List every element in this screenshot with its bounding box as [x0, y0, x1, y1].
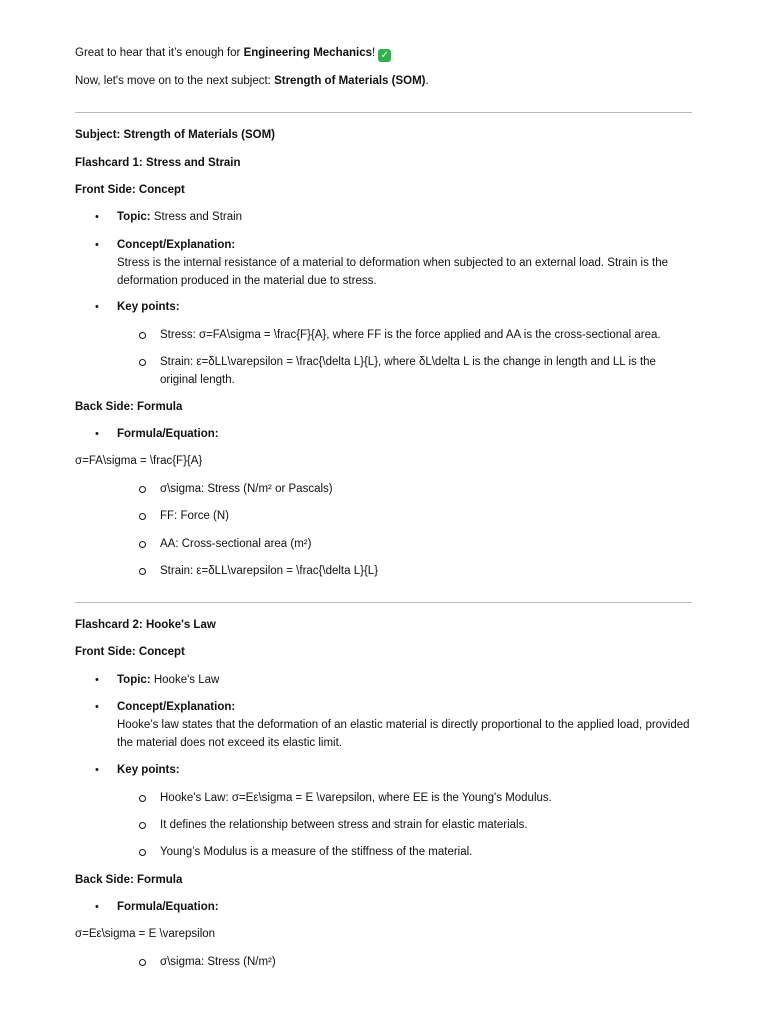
flashcard-1-keypoints-label: Key points:: [117, 301, 180, 313]
flashcard-1-formula-item: σ\sigma: Stress (N/m² or Pascals): [160, 483, 333, 495]
flashcard-1-formula-item: Strain: ε=δLL\varepsilon = \frac{\delta L}{L}: [160, 565, 379, 577]
bullet-icon: •: [95, 764, 99, 776]
intro-next-suffix: .: [425, 75, 429, 87]
divider: [75, 112, 692, 113]
flashcard-2-concept-label: Concept/Explanation:: [117, 701, 236, 713]
flashcard-1-title: Flashcard 1: Stress and Strain: [75, 157, 241, 169]
topic-label: Topic:: [117, 211, 151, 223]
subject-heading: Subject: Strength of Materials (SOM): [75, 129, 275, 141]
intro-next-subject: Strength of Materials (SOM): [274, 75, 426, 87]
topic-label: Topic:: [117, 674, 151, 686]
circle-bullet-icon: [139, 959, 146, 966]
topic-value: Stress and Strain: [150, 211, 243, 223]
bullet-icon: •: [95, 674, 99, 686]
flashcard-1-keypoint: Stress: σ=FA\sigma = \frac{F}{A}, where FF is the force applied and AA is the cross-sectional area.: [160, 329, 661, 341]
flashcard-2-formula-item: σ\sigma: Stress (N/m²): [160, 956, 276, 968]
circle-bullet-icon: [139, 513, 146, 520]
check-mark-icon: ✓: [378, 49, 391, 62]
intro-subject-bold: Engineering Mechanics: [243, 47, 373, 59]
circle-bullet-icon: [139, 795, 146, 802]
bullet-icon: •: [95, 428, 99, 440]
circle-bullet-icon: [139, 822, 146, 829]
flashcard-2-keypoint: Young’s Modulus is a measure of the stiffness of the material.: [160, 846, 473, 858]
flashcard-1-formula-item: AA: Cross-sectional area (m²): [160, 538, 312, 550]
intro-line-1: [75, 44, 391, 62]
circle-bullet-icon: [139, 568, 146, 575]
flashcard-2-concept-text: Hooke’s law states that the deformation of an elastic material is directly proportional to the applied load, provided the material does not exceed its elastic limit.: [117, 719, 690, 749]
flashcard-2-keypoint: Hooke's Law: σ=Eε\sigma = E \varepsilon, where EE is the Young's Modulus.: [160, 792, 552, 804]
flashcard-1-concept-text: Stress is the internal resistance of a material to deformation when subjected to an external load. Strain is the deformation produced in the material due to stress.: [117, 257, 669, 287]
flashcard-2-front-title: Front Side: Concept: [75, 646, 185, 658]
topic-value: Hooke's Law: [150, 674, 220, 686]
flashcard-2-keypoint: It defines the relationship between stress and strain for elastic materials.: [160, 819, 528, 831]
flashcard-1-topic: [117, 208, 242, 226]
bullet-icon: •: [95, 701, 99, 713]
circle-bullet-icon: [139, 849, 146, 856]
intro-text: Great to hear that it’s enough for: [75, 47, 244, 59]
flashcard-2-formula: σ=Eε\sigma = E \varepsilon: [75, 928, 216, 940]
flashcard-1-formula: σ=FA\sigma = \frac{F}{A}: [75, 455, 203, 467]
flashcard-1-formula-label: Formula/Equation:: [117, 428, 219, 440]
flashcard-2-formula-label: Formula/Equation:: [117, 901, 219, 913]
flashcard-1-concept-label: Concept/Explanation:: [117, 239, 236, 251]
flashcard-1-formula-item: FF: Force (N): [160, 510, 229, 522]
flashcard-2-topic: [117, 671, 219, 689]
circle-bullet-icon: [139, 332, 146, 339]
flashcard-2-back-title: Back Side: Formula: [75, 874, 183, 886]
intro-next-text: Now, let's move on to the next subject:: [75, 75, 275, 87]
flashcard-1-front-title: Front Side: Concept: [75, 184, 185, 196]
flashcard-1-back-title: Back Side: Formula: [75, 401, 183, 413]
bullet-icon: •: [95, 211, 99, 223]
divider: [75, 602, 692, 603]
intro-line-2: [75, 72, 429, 90]
circle-bullet-icon: [139, 486, 146, 493]
flashcard-2-keypoints-label: Key points:: [117, 764, 180, 776]
circle-bullet-icon: [139, 541, 146, 548]
bullet-icon: •: [95, 301, 99, 313]
bullet-icon: •: [95, 901, 99, 913]
flashcard-2-title: Flashcard 2: Hooke's Law: [75, 619, 216, 631]
bullet-icon: •: [95, 239, 99, 251]
circle-bullet-icon: [139, 359, 146, 366]
intro-suffix: !: [372, 47, 376, 59]
flashcard-1-keypoint: Strain: ε=δLL\varepsilon = \frac{\delta L}{L}, where δL\delta L is the change in length and LL is the original length.: [160, 356, 656, 386]
